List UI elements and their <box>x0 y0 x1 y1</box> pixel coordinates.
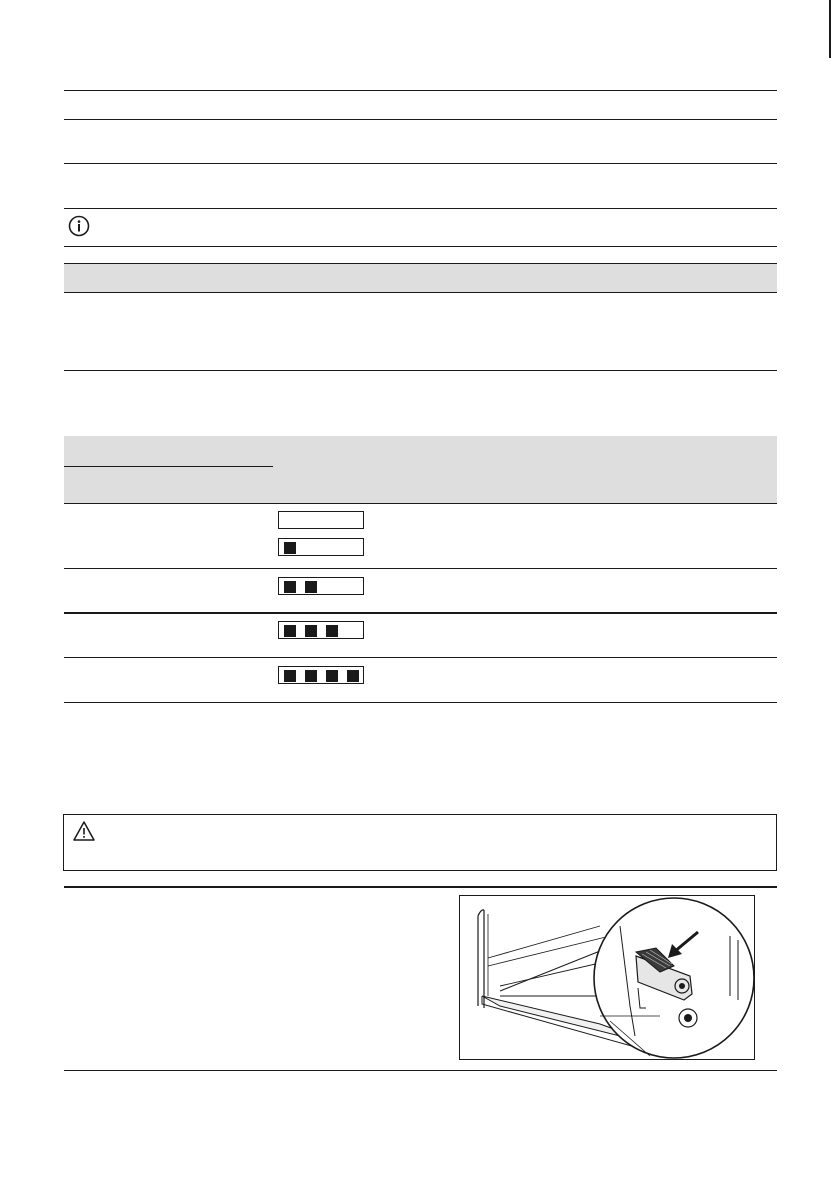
rule-row-4 <box>64 246 777 247</box>
level-table-header <box>64 436 777 503</box>
level-indicator-0 <box>278 511 364 529</box>
level-square <box>284 542 296 554</box>
rule-row-1 <box>64 119 777 120</box>
level-square <box>347 670 359 682</box>
level-indicator-2 <box>278 577 364 595</box>
table-row-rule <box>64 568 777 569</box>
level-indicator-4 <box>278 666 364 684</box>
rule-top <box>64 90 777 91</box>
level-table-bottom-rule <box>64 702 777 703</box>
level-indicator-1 <box>278 538 364 556</box>
level-square <box>284 581 296 593</box>
level-square <box>305 625 317 637</box>
level-square <box>305 581 317 593</box>
level-square <box>326 670 338 682</box>
header-split-rule <box>64 466 273 467</box>
step-rule-top <box>64 886 777 888</box>
step-rule-bottom <box>64 1070 777 1071</box>
warning-triangle-icon <box>72 820 96 842</box>
level-square <box>326 625 338 637</box>
page-edge-mark <box>829 0 831 58</box>
heading-rule-top <box>64 263 777 264</box>
warning-box <box>63 814 777 871</box>
hinge-illustration <box>459 895 755 1060</box>
table-row-rule <box>64 612 777 614</box>
section-heading-band <box>64 263 777 293</box>
level-square <box>284 625 296 637</box>
rule-step <box>64 370 777 371</box>
level-square <box>305 670 317 682</box>
heading-rule-bottom <box>64 292 777 293</box>
table-row-rule <box>64 657 777 658</box>
table-row-rule <box>64 503 777 504</box>
rule-row-3 <box>64 208 777 209</box>
level-indicator-3 <box>278 621 364 639</box>
level-square <box>284 670 296 682</box>
rule-row-2 <box>64 163 777 164</box>
info-icon <box>68 215 90 237</box>
